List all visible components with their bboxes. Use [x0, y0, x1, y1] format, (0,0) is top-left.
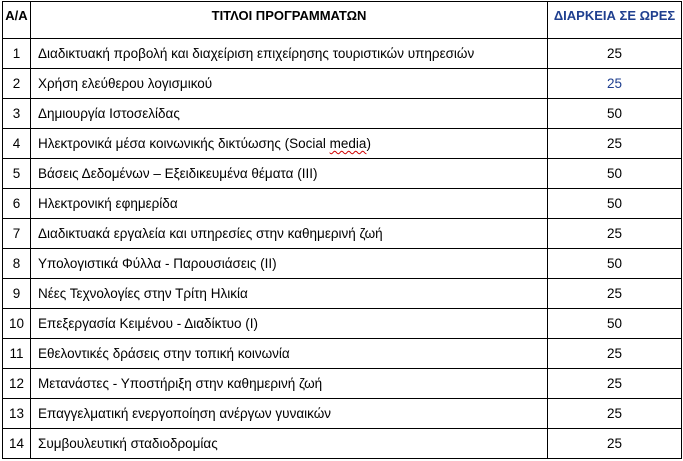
row-duration: 25: [548, 339, 682, 369]
row-num: 3: [3, 99, 31, 129]
table-row: [3, 189, 682, 219]
row-num: 6: [3, 189, 31, 219]
table-row: [3, 309, 682, 339]
table-row: [3, 129, 682, 159]
table-row: [3, 69, 682, 99]
row-title: Διαδικτυακά εργαλεία και υπηρεσίες στην καθημερινή ζωή: [31, 219, 548, 249]
table-row: [3, 99, 682, 129]
row-title: Υπολογιστικά Φύλλα - Παρουσιάσεις (ΙΙ): [31, 249, 548, 279]
spellcheck-flagged-word: media: [329, 136, 367, 151]
table-row: [3, 399, 682, 429]
row-title: Νέες Τεχνολογίες στην Τρίτη Ηλικία: [31, 279, 548, 309]
row-num: 12: [3, 369, 31, 399]
row-title: Βάσεις Δεδομένων – Εξειδικευμένα θέματα (ΙΙΙ): [31, 159, 548, 189]
row-title: [31, 129, 548, 159]
row-duration: 25: [548, 399, 682, 429]
row-num: 4: [3, 129, 31, 159]
row-num: 11: [3, 339, 31, 369]
row-title: Ηλεκτρονική εφημερίδα: [31, 189, 548, 219]
row-duration: 25: [548, 39, 682, 69]
table-row: [3, 339, 682, 369]
table-row: [3, 219, 682, 249]
table-row: [3, 249, 682, 279]
row-duration: 25: [548, 369, 682, 399]
row-duration: 50: [548, 309, 682, 339]
row-title: Δημιουργία Ιστοσελίδας: [31, 99, 548, 129]
row-title: Μετανάστες - Υποστήριξη στην καθημερινή ζωή: [31, 369, 548, 399]
row-duration: 25: [548, 129, 682, 159]
row-num: 5: [3, 159, 31, 189]
table-row: [3, 369, 682, 399]
row-title: Διαδικτυακή προβολή και διαχείριση επιχείρησης τουριστικών υπηρεσιών: [31, 39, 548, 69]
row-num: 8: [3, 249, 31, 279]
row-num: 14: [3, 429, 31, 459]
header-duration: ΔΙΑΡΚΕΙΑ ΣΕ ΩΡΕΣ: [548, 2, 682, 39]
table-row: [3, 159, 682, 189]
row-duration: 25: [548, 219, 682, 249]
programs-table: [2, 1, 682, 459]
row-duration: 50: [548, 159, 682, 189]
row-duration: 50: [548, 249, 682, 279]
row-num: 13: [3, 399, 31, 429]
row-duration: 50: [548, 99, 682, 129]
table-row: [3, 39, 682, 69]
row-title: Χρήση ελεύθερου λογισμικού: [31, 69, 548, 99]
row-title: Εθελοντικές δράσεις στην τοπική κοινωνία: [31, 339, 548, 369]
row-num: 2: [3, 69, 31, 99]
row-num: 10: [3, 309, 31, 339]
table-row: [3, 279, 682, 309]
header-num: Α/Α: [3, 2, 31, 39]
row-duration: 25: [548, 279, 682, 309]
table-row: [3, 429, 682, 459]
row-duration: 25: [548, 429, 682, 459]
row-duration: 50: [548, 189, 682, 219]
header-row: [3, 2, 682, 39]
row-num: 7: [3, 219, 31, 249]
row-title-part: ): [366, 136, 371, 151]
row-title: Συμβουλευτική σταδιοδρομίας: [31, 429, 548, 459]
row-title: Επεξεργασία Κειμένου - Διαδίκτυο (Ι): [31, 309, 548, 339]
header-title: ΤΙΤΛΟΙ ΠΡΟΓΡΑΜΜΑΤΩΝ: [31, 2, 548, 39]
row-duration: 25: [548, 69, 682, 99]
row-title-part: Ηλεκτρονικά μέσα κοινωνικής δικτύωσης (Social: [38, 136, 330, 151]
row-num: 1: [3, 39, 31, 69]
row-title: Επαγγελματική ενεργοποίηση ανέργων γυναικών: [31, 399, 548, 429]
row-num: 9: [3, 279, 31, 309]
